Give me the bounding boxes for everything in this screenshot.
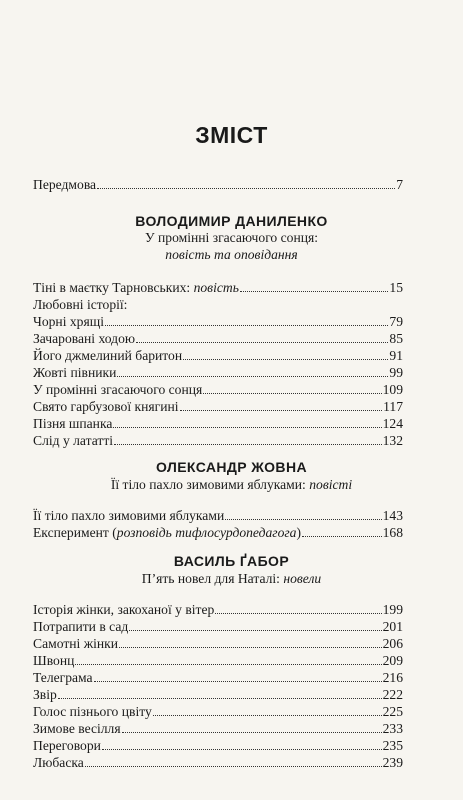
dot-leader [215, 603, 381, 614]
dot-leader [225, 509, 381, 520]
dot-leader [240, 281, 389, 292]
section-author: ВОЛОДИМИР ДАНИЛЕНКО [135, 213, 328, 229]
dot-leader [85, 756, 382, 767]
entry-label: Передмова [33, 177, 97, 192]
toc-entry [33, 398, 403, 415]
entry-page: 99 [389, 365, 403, 380]
toc-entry [33, 381, 403, 398]
entry-label: Слід у лататті [33, 433, 114, 448]
toc-entry [33, 703, 403, 720]
toc-entry [33, 415, 403, 432]
entry-label: У промінні згасаючого сонця [33, 382, 203, 397]
toc-entry [33, 524, 403, 541]
section-book-genre: повість та оповідання [165, 247, 298, 262]
entry-label: Потрапити в сад [33, 619, 129, 634]
toc-entry [33, 432, 403, 449]
entry-page: 124 [382, 416, 403, 431]
dot-leader [117, 366, 388, 377]
section-book-title: Її тіло пахло зимовими яблуками: повісті [110, 477, 353, 492]
entry-label: Жовті півники [33, 365, 117, 380]
entry-label: Чорні хрящі [33, 314, 104, 329]
dot-leader [180, 400, 383, 411]
dot-leader [94, 671, 382, 682]
section-author: ОЛЕКСАНДР ЖОВНА [156, 459, 307, 475]
dot-leader [122, 722, 382, 733]
entry-label: Самотні жінки [33, 636, 119, 651]
dot-leader [119, 637, 382, 648]
toc-entry [33, 296, 403, 313]
dot-leader [203, 383, 381, 394]
entry-label: Тіні в маєтку Тарновських: повість [33, 280, 239, 295]
entry-page: 201 [382, 619, 403, 634]
dot-leader [136, 332, 388, 343]
entry-page: 235 [382, 738, 403, 753]
dot-leader [129, 620, 381, 631]
entry-page: 117 [383, 399, 403, 414]
page-title: ЗМІСТ [195, 122, 268, 148]
entry-label: Зачаровані ходою [33, 331, 136, 346]
toc-entry [33, 669, 403, 686]
entry-page: 209 [382, 653, 403, 668]
entry-label: Свято гарбузової княгині [33, 399, 179, 414]
entry-label: Любовні історії: [33, 297, 128, 312]
dot-leader [153, 705, 382, 716]
entry-label: Любаска [33, 755, 84, 770]
toc-entry [33, 652, 403, 669]
entry-page: 7 [396, 177, 403, 192]
entry-page: 85 [389, 331, 403, 346]
entry-label: Її тіло пахло зимовими яблуками [33, 508, 225, 523]
dot-leader [58, 688, 382, 699]
toc-entry [33, 618, 403, 635]
dot-leader [102, 739, 382, 750]
toc-entry [33, 279, 403, 296]
entry-page: 222 [382, 687, 403, 702]
section-book-title: У промінні згасаючого сонця: [144, 230, 319, 245]
entry-label: Зимове весілля [33, 721, 121, 736]
dot-leader [183, 349, 388, 360]
toc-entry [33, 635, 403, 652]
entry-label: Експеримент (розповідь тифлосурдопедагога) [33, 525, 302, 540]
entry-page: 225 [382, 704, 403, 719]
entry-label: Голос пізнього цвіту [33, 704, 152, 719]
entry-label: Швонц [33, 653, 75, 668]
entry-page: 143 [382, 508, 403, 523]
entry-label: Пізня шпанка [33, 416, 113, 431]
toc-entry [33, 601, 403, 618]
entry-page: 91 [389, 348, 403, 363]
dot-leader [75, 654, 381, 665]
toc-entry [33, 330, 403, 347]
entry-page: 206 [382, 636, 403, 651]
toc-entry [33, 720, 403, 737]
toc-entry [33, 313, 403, 330]
section-author: ВАСИЛЬ ҐАБОР [173, 553, 290, 569]
toc-entry [33, 507, 403, 524]
dot-leader [97, 178, 395, 189]
toc-entry [33, 364, 403, 381]
toc-entry [33, 754, 403, 771]
entry-page: 239 [382, 755, 403, 770]
entry-page: 109 [382, 382, 403, 397]
entry-page: 79 [389, 314, 403, 329]
entry-label: Історія жінки, закоханої у вітер [33, 602, 215, 617]
entry-label: Його джмелиний баритон [33, 348, 183, 363]
entry-page: 15 [389, 280, 403, 295]
toc-entry [33, 737, 403, 754]
toc-entry-preface [33, 176, 403, 193]
entry-page: 233 [382, 721, 403, 736]
entry-page: 132 [382, 433, 403, 448]
dot-leader [105, 315, 388, 326]
dot-leader [114, 434, 382, 445]
section-book-title: П’ять новел для Наталі: новели [141, 571, 322, 586]
entry-page: 216 [382, 670, 403, 685]
entry-label: Звір [33, 687, 57, 702]
toc-entry [33, 347, 403, 364]
dot-leader [302, 526, 382, 537]
toc-entry [33, 686, 403, 703]
entry-label: Телеграма [33, 670, 93, 685]
entry-label: Переговори [33, 738, 101, 753]
entry-page: 168 [382, 525, 403, 540]
dot-leader [113, 417, 381, 428]
entry-page: 199 [382, 602, 403, 617]
